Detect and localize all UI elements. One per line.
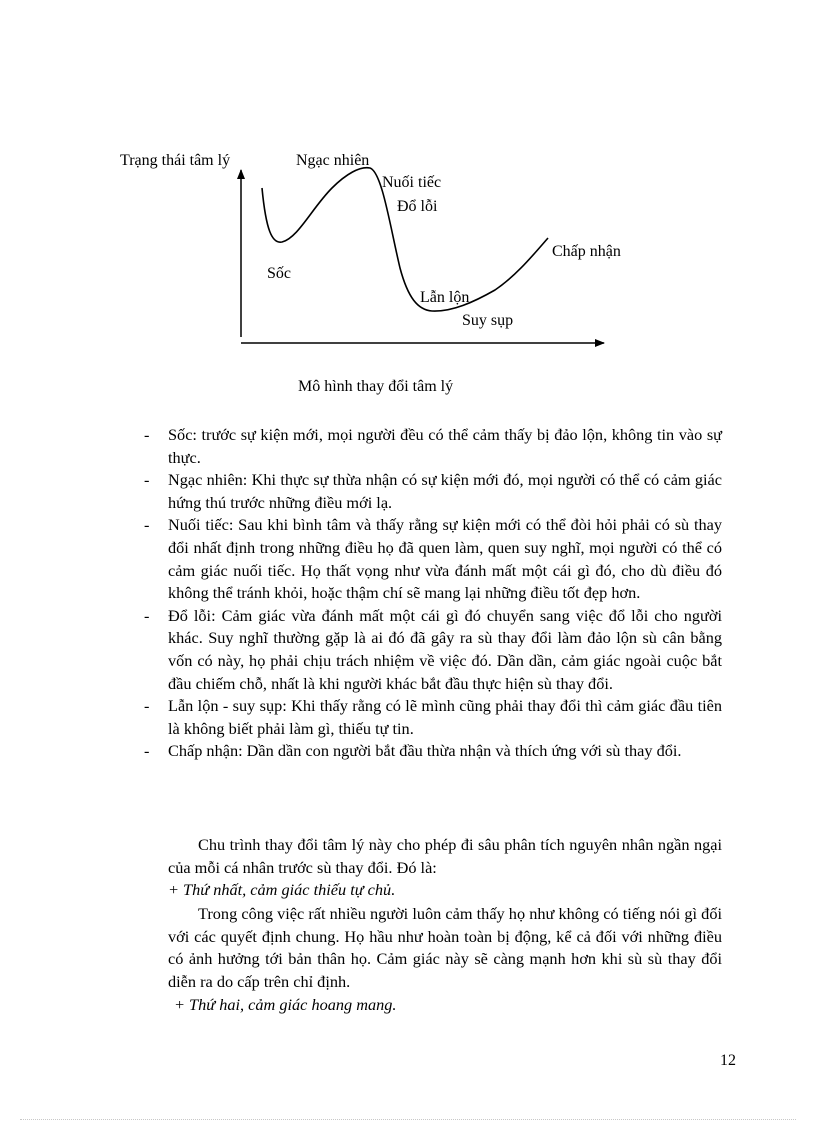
- subheading-first: + Thứ nhất, cảm giác thiếu tự chủ.: [168, 880, 396, 899]
- list-item-text: Ngạc nhiên: Khi thực sự thừa nhận có sự kiện mới đó, mọi người có thể có cảm giác hứng thú trước những điều mới lạ.: [168, 470, 722, 512]
- y-axis-label: Trạng thái tâm lý: [120, 152, 231, 169]
- bullet-dash: -: [144, 470, 150, 490]
- list-item: [144, 695, 722, 740]
- paragraph-cycle: Chu trình thay đổi tâm lý này cho phép đi sâu phân tích nguyên nhân ngần ngại của mỗi cá nhân trước sù thay đổi. Đó là:: [168, 835, 722, 877]
- psychology-change-figure: [0, 0, 816, 400]
- acceptance-label: Chấp nhận: [552, 243, 621, 260]
- list-item: [144, 514, 722, 604]
- regret-label: Nuối tiếc: [382, 174, 442, 191]
- list-item-text: Lẫn lộn - suy sụp: Khi thấy rằng có lẽ mình cũng phải thay đổi thì cảm giác đầu tiên là không biết phải làm gì, thiếu tự tin.: [168, 696, 722, 738]
- paragraph-control: Trong công việc rất nhiều người luôn cảm thấy họ như không có tiếng nói gì đối với các quyết định chung. Họ hầu như hoàn toàn bị động, kể cả đối với những điều có ảnh hưởng tới bản thân họ. Cảm giác này sẽ càng mạnh hơn khi sù sù thay đổi diễn ra do cấp trên chỉ định.: [168, 904, 722, 991]
- bullet-dash: -: [144, 425, 150, 444]
- bullet-dash: -: [144, 696, 150, 716]
- list-item-text: Sốc: trước sự kiện mới, mọi người đều có thể cảm thấy bị đảo lộn, không tin vào sự thực.: [168, 425, 722, 467]
- surprise-label: Ngạc nhiên: [296, 152, 370, 169]
- list-item: [144, 424, 722, 469]
- stage-list: [144, 424, 722, 763]
- blame-label: Đổ lỗi: [397, 198, 438, 215]
- list-item: [144, 605, 722, 695]
- list-item: [144, 469, 722, 514]
- page-number: 12: [720, 1052, 736, 1069]
- bottom-dotted-line: [20, 1119, 796, 1120]
- figure-caption: Mô hình thay đổi tâm lý: [298, 378, 454, 395]
- bullet-dash: -: [144, 515, 150, 535]
- confusion-label: Lẫn lộn: [420, 289, 470, 306]
- subheading-second: + Thứ hai, cảm giác hoang mang.: [174, 995, 397, 1014]
- list-item-text: Nuối tiếc: Sau khi bình tâm và thấy rằng sự kiện mới có thể đòi hỏi phải có sù thay đổi nhất định trong những điều họ đã quen làm, quen suy nghĩ, mọi người có thể có cảm giác nuối tiếc. Họ thất vọng như vừa đánh mất một cái gì đó, cho dù điều đó không thể tránh khỏi, hoặc thậm chí sẽ mang lại những điều tốt đẹp hơn.: [168, 515, 722, 603]
- list-item-text: Đổ lỗi: Cảm giác vừa đánh mất một cái gì đó chuyển sang việc đổ lỗi cho người khác. Suy nghĩ thường gặp là ai đó đã gây ra sù thay đổi làm đảo lộn sù cân bằng vốn có này, họ phải chịu trách nhiệm về việc đó. Dần dần, cảm giác ngoài cuộc bắt đầu chiếm chỗ, nhất là khi người khác bắt đầu thực hiện sù thay đổi.: [168, 605, 722, 693]
- bullet-dash: -: [144, 741, 150, 761]
- list-item-text: Chấp nhận: Dần dần con người bắt đầu thừa nhận và thích ứng với sù thay đổi.: [168, 741, 682, 761]
- bullet-dash: -: [144, 605, 150, 625]
- shock-label: Sốc: [267, 265, 291, 282]
- depression-label: Suy sụp: [462, 312, 514, 329]
- list-item: [144, 740, 722, 763]
